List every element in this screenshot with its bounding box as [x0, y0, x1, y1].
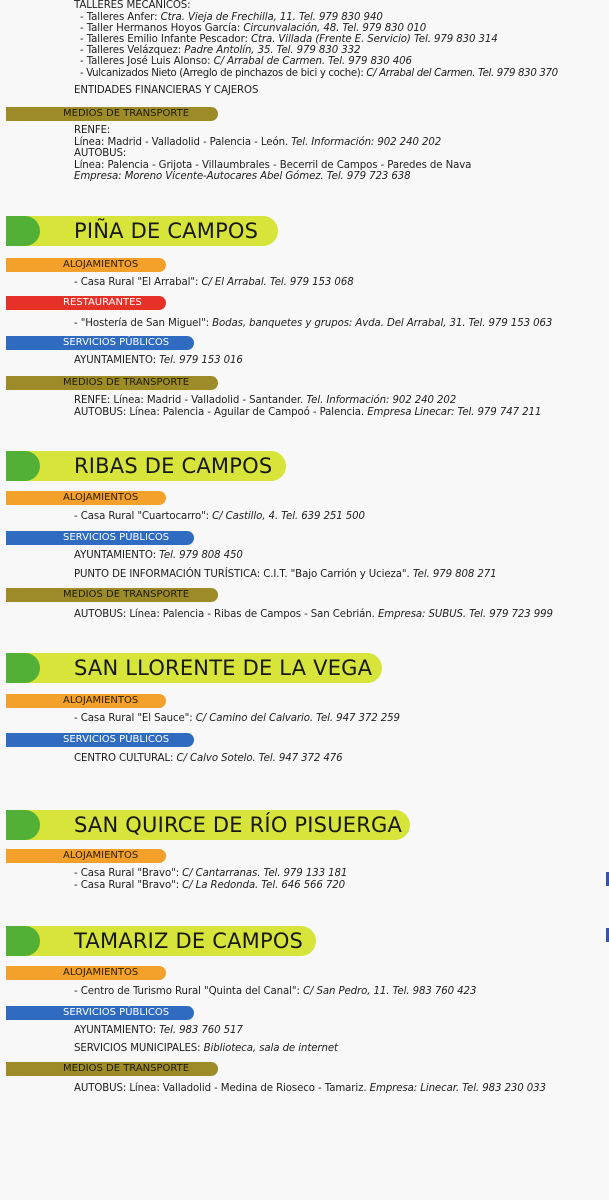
list-item: - Casa Rural "El Arrabal": C/ El Arrabal. Tel. 979 153 068: [74, 277, 354, 288]
category-servicios: SERVICIOS PÚBLICOS: [6, 733, 194, 747]
ayuntamiento-line: AYUNTAMIENTO: Tel. 983 760 517: [74, 1025, 243, 1036]
autobus-empresa: Empresa: Moreno Vicente-Autocares Abel Gómez. Tel. 979 723 638: [74, 171, 411, 182]
category-transporte: MEDIOS DE TRANSPORTE: [6, 376, 218, 390]
category-transporte: MEDIOS DE TRANSPORTE: [6, 107, 218, 121]
town-title: TAMARIZ DE CAMPOS: [74, 929, 304, 953]
autobus-line: AUTOBUS: Línea: Valladolid - Medina de Rioseco - Tamariz. Empresa: Linecar. Tel. 983 230 033: [74, 1083, 546, 1094]
list-item: - Centro de Turismo Rural "Quinta del Canal": C/ San Pedro, 11. Tel. 983 760 423: [74, 986, 477, 997]
town-title: SAN LLORENTE DE LA VEGA: [74, 656, 373, 680]
category-alojamientos: ALOJAMIENTOS: [6, 849, 166, 863]
category-alojamientos: ALOJAMIENTOS: [6, 491, 166, 505]
category-alojamientos: ALOJAMIENTOS: [6, 258, 166, 272]
list-item: - Casa Rural "Bravo": C/ Cantarranas. Tel. 979 133 181: [74, 868, 348, 879]
autobus-label: AUTOBUS:: [74, 148, 127, 159]
category-alojamientos: ALOJAMIENTOS: [6, 966, 166, 980]
town-banner-pina: [6, 216, 278, 246]
town-title: SAN QUIRCE DE RÍO PISUERGA: [74, 813, 403, 837]
category-transporte: MEDIOS DE TRANSPORTE: [6, 1062, 218, 1076]
banner-nub: [6, 451, 40, 481]
renfe-line: Línea: Madrid - Valladolid - Palencia - León. Tel. Información: 902 240 202: [74, 137, 442, 148]
renfe-label: RENFE:: [74, 125, 111, 136]
town-banner-tamariz: [6, 926, 316, 956]
list-item: - Talleres José Luis Alonso: C/ Arrabal de Carmen. Tel. 979 830 406: [80, 56, 412, 67]
category-servicios: SERVICIOS PÚBLICOS: [6, 336, 194, 350]
category-restaurantes: RESTAURANTES: [6, 296, 166, 310]
list-item: - Vulcanizados Nieto (Arreglo de pinchazos de bici y coche): C/ Arrabal del Carmen. Tel. 979 830 370: [80, 68, 558, 79]
banner-nub: [6, 653, 40, 683]
list-item: - Casa Rural "Cuartocarro": C/ Castillo, 4. Tel. 639 251 500: [74, 511, 365, 522]
ayuntamiento-line: AYUNTAMIENTO: Tel. 979 808 450: [74, 550, 243, 561]
renfe-line: RENFE: Línea: Madrid - Valladolid - Santander. Tel. Información: 902 240 202: [74, 395, 457, 406]
entidades-heading: ENTIDADES FINANCIERAS Y CAJEROS: [74, 85, 259, 96]
list-item: - Casa Rural "Bravo": C/ La Redonda. Tel. 646 566 720: [74, 880, 346, 891]
talleres-heading: TALLERES MECÁNICOS:: [74, 0, 191, 11]
autobus-line: AUTOBUS: Línea: Palencia - Aguilar de Campoó - Palencia. Empresa Linecar: Tel. 979 747 211: [74, 407, 542, 418]
punto-informacion-line: PUNTO DE INFORMACIÓN TURÍSTICA: C.I.T. "Bajo Carrión y Ucieza". Tel. 979 808 271: [74, 569, 497, 580]
list-item: - Talleres Emilio Infante Pescador: Ctra. Villada (Frente E. Servicio) Tel. 979 830 314: [80, 34, 498, 45]
ayuntamiento-line: AYUNTAMIENTO: Tel. 979 153 016: [74, 355, 243, 366]
town-banner-sanllorente: [6, 653, 382, 683]
town-title: RIBAS DE CAMPOS: [74, 454, 273, 478]
category-servicios: SERVICIOS PÚBLICOS: [6, 1006, 194, 1020]
list-item: - Taller Hermanos Hoyos García: Circunvalación, 48. Tel. 979 830 010: [80, 23, 427, 34]
list-item: - Talleres Velázquez: Padre Antolín, 35. Tel. 979 830 332: [80, 45, 361, 56]
autobus-line: AUTOBUS: Línea: Palencia - Ribas de Campos - San Cebrián. Empresa: SUBUS. Tel. 979 723 999: [74, 609, 553, 620]
list-item: - "Hostería de San Miguel": Bodas, banquetes y grupos: Avda. Del Arrabal, 31. Tel. 979 153 063: [74, 318, 553, 329]
banner-nub: [6, 216, 40, 246]
town-banner-sanquirce: [6, 810, 410, 840]
banner-nub: [6, 810, 40, 840]
category-servicios: SERVICIOS PÚBLICOS: [6, 531, 194, 545]
category-alojamientos: ALOJAMIENTOS: [6, 694, 166, 708]
town-title: PIÑA DE CAMPOS: [74, 219, 259, 243]
category-transporte: MEDIOS DE TRANSPORTE: [6, 588, 218, 602]
banner-nub: [6, 926, 40, 956]
list-item: - Talleres Anfer: Ctra. Vieja de Frechilla, 11. Tel. 979 830 940: [80, 12, 383, 23]
servicios-municipales-line: SERVICIOS MUNICIPALES: Biblioteca, sala de internet: [74, 1043, 338, 1054]
autobus-line: Línea: Palencia - Grijota - Villaumbrales - Becerril de Campos - Paredes de Nava: [74, 160, 472, 171]
centro-cultural-line: CENTRO CULTURAL: C/ Calvo Sotelo. Tel. 947 372 476: [74, 753, 343, 764]
town-banner-ribas: [6, 451, 286, 481]
list-item: - Casa Rural "El Sauce": C/ Camino del Calvario. Tel. 947 372 259: [74, 713, 400, 724]
